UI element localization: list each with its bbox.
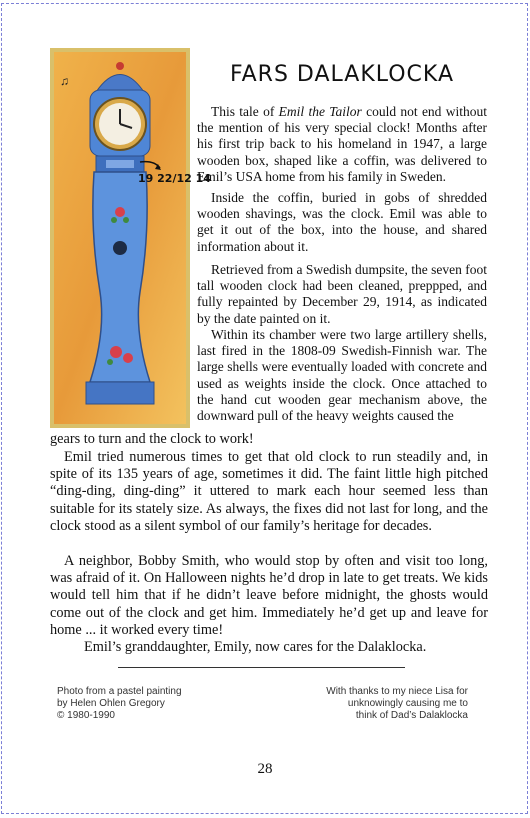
p1-before: This tale of: [211, 104, 279, 119]
p1-after: could not end without the mention of his very special clock! Months after his first trip back to his homeland in 1947, a large wooden box, shaped like a coffin, was delivered to Emil’s USA home from his family in Sweden.: [197, 104, 487, 184]
page-title: FARS DALAKLOCKA: [229, 62, 454, 87]
paragraph-4: Within its chamber were two large artillery shells, last fired in the 1808-09 Swedish-Finnish war. The large shells were eventually loaded with concrete and used as weights inside the clock. Once attached to the hand cut wooden gear mechanism above, the downward pull of the heavy weights caused the: [197, 327, 487, 424]
paragraph-7: Emil’s granddaughter, Emily, now cares for the Dalaklocka.: [84, 639, 427, 655]
paragraph-2: Inside the coffin, buried in gobs of shredded wooden shavings, was the clock. Emil was able to get it out of the box, into the house, and shared information about it.: [197, 190, 487, 254]
paragraph-6: A neighbor, Bobby Smith, who would stop by often and visit too long, was afraid of it. On Halloween nights he’d drop in late to get treats. We kids would tell him that if he didn’t leave before midnight, the ghosts would come out of the clock and get him. Immediately he’d get up and leave for home ... it worked every time!: [50, 553, 488, 638]
paragraph-3: Retrieved from a Swedish dumpsite, the seven foot tall wooden clock had been cleaned, preppped, and fully repainted by December 29, 1914, as indicated by the date painted on it.: [197, 262, 487, 326]
music-notes-icon: ♫: [60, 74, 69, 88]
thanks-note: With thanks to my niece Lisa for unknowingly causing me to think of Dad’s Dalaklocka: [326, 686, 468, 721]
divider-line: [118, 667, 405, 668]
paragraph-4-end: gears to turn and the clock to work!: [50, 431, 254, 447]
clock-painting: [50, 48, 211, 428]
p1-italic-title: Emil the Tailor: [278, 104, 362, 119]
painting-date-label: 19 22/12 14: [138, 172, 211, 185]
page-number: 28: [257, 761, 273, 777]
paragraph-5: Emil tried numerous times to get that old clock to run steadily and, in spite of its 135 years of age, sometimes it did. The faint little high pitched “ding-ding, ding-ding” it uttered to mark each hour seemed less than suitable for its stately size. As always, the fixes did not last for long, and the clock stood as a silent symbol of our family’s heritage for decades.: [50, 449, 488, 534]
photo-credit: Photo from a pastel painting by Helen Ohlen Gregory © 1980-1990: [57, 686, 182, 721]
paragraph-1: [197, 104, 487, 185]
